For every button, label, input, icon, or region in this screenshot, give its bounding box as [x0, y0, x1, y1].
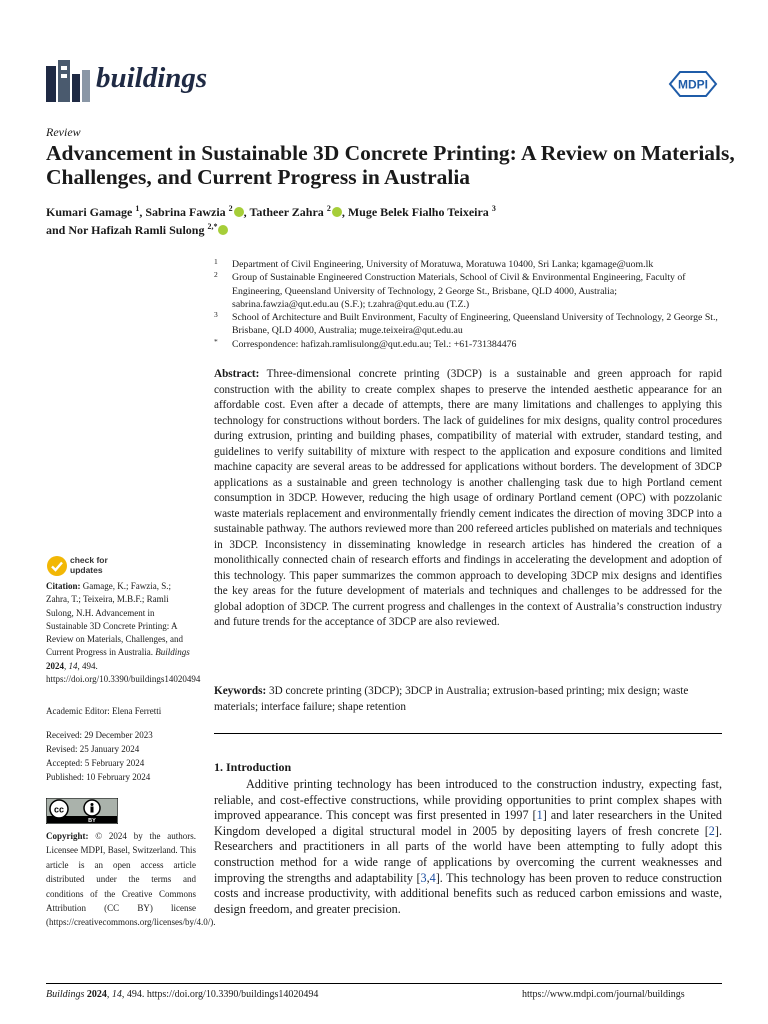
article-title: Advancement in Sustainable 3D Concrete Printing: A Review on Materials, Challenges, and Current Progress in Australia	[46, 141, 735, 189]
intro-text-segment: ]. This technology has been proven to reduce construction costs and increase productivity, with additional benefits such as reduced carbon emissions and waste, design freedom, and greater precision.	[214, 870, 722, 916]
intro-text-segment: ,	[426, 870, 430, 885]
footer-journal-url[interactable]: https://www.mdpi.com/journal/buildings	[522, 989, 685, 1000]
citation-year: 2024	[46, 660, 64, 671]
intro-paragraph	[214, 777, 722, 917]
copyright-notice	[46, 829, 216, 930]
author-name: Nor Hafizah Ramli Sulong	[68, 223, 208, 237]
author-separator: ,	[139, 205, 146, 219]
affiliation-mark: *	[214, 336, 218, 346]
affiliation-text: Group of Sustainable Engineered Construction Materials, School of Civil & Environmental Engineering, Faculty of Engineering, Queensland University of Technology, 2 George St., Brisbane, QLD 4000, Australia; sabrina.fawzia@qut.edu.au (S.F.); t.zahra@qut.edu.au (T.Z.)	[232, 272, 686, 310]
svg-text:BY: BY	[88, 818, 96, 824]
author-separator: ,	[341, 205, 348, 219]
author-affiliation-mark: 1	[135, 204, 140, 213]
copyright-text: © 2024 by the authors. Licensee MDPI, Basel, Switzerland. This article is an open access article distributed under the terms and conditions of the Creative Commons Attribution (CC BY) license (https://creativecommons.org/licenses/by/4.0/).	[46, 831, 216, 928]
affiliation-item	[214, 338, 724, 351]
keywords-text: 3D concrete printing (3DCP); 3DCP in Australia; extrusion-based printing; mix design; waste materials; interface failure; shape retention	[214, 685, 689, 713]
author-affiliation-mark: 2	[326, 204, 331, 213]
copyright-label: Copyright:	[46, 831, 89, 841]
citation: Citation: Gamage, K.; Fawzia, S.; Zahra, T.; Teixeira, M.B.F.; Ramli Sulong, N.H. Advancement in Sustainable 3D Concrete Printing: A Review on Materials, Challenges, and Current Progress in Australia. Buildings 2024, 14, 494. https://doi.org/10.3390/buildings14020494	[46, 581, 201, 685]
footer-year: 2024	[86, 989, 107, 1000]
intro-text-segment: Additive printing technology has been introduced to the construction industry, expecting fast, reliable, and cost-effective constructions, while providing opportunities to print complex shapes with improved appearance. This concept was first presented in 1997 [	[214, 777, 722, 823]
author-name: Muge Belek Fialho Teixeira	[347, 205, 492, 219]
orcid-icon[interactable]	[234, 207, 244, 217]
svg-text:cc: cc	[53, 804, 65, 815]
date-published: Published: 10 February 2024	[46, 772, 151, 782]
author-joiner: and	[46, 223, 69, 237]
affiliation-mark: 1	[214, 257, 218, 266]
check-updates-line: updates	[70, 564, 103, 575]
affiliation-mark: 2	[214, 270, 218, 280]
abstract-label: Abstract:	[214, 368, 260, 380]
affiliation-mark: 3	[214, 310, 218, 320]
affiliations	[214, 258, 724, 351]
author-name: Tatheer Zahra	[249, 205, 327, 219]
buildings-logo-icon	[46, 60, 90, 102]
citation-doi[interactable]: , 494. https://doi.org/10.3390/buildings14020494	[46, 660, 201, 685]
svg-text:MDPI: MDPI	[678, 77, 708, 92]
section-heading: 1. Introduction	[214, 760, 292, 774]
affiliation-text: Correspondence: hafizah.ramlisulong@qut.edu.au; Tel.: +61-731384476	[232, 338, 517, 350]
mdpi-logo-icon[interactable]	[666, 68, 720, 100]
keywords-label: Keywords:	[214, 685, 267, 697]
citation-journal: Buildings	[155, 647, 190, 658]
author-affiliation-mark: 3	[491, 204, 496, 213]
orcid-icon[interactable]	[332, 207, 342, 217]
author-affiliation-mark: 2	[228, 204, 233, 213]
citation-text: Gamage, K.; Fawzia, S.; Zahra, T.; Teixeira, M.B.F.; Ramli Sulong, N.H. Advancement in Sustainable 3D Concrete Printing: A Review on Materials, Challenges, and Current Progress in Australia.	[46, 581, 183, 658]
author-separator: ,	[243, 205, 250, 219]
abstract-text: Three-dimensional concrete printing (3DCP) is a sustainable and green approach for rapid construction with the ability to create complex shapes to preserve the intended aesthetic appearance for an affordable cost. Even after a decade of attempts, there are many limitations and challenges to applying this technology for constructions without borders. The lack of guidelines for mix designs, quality control procedures during extrusion, printing and building phases, compatibility of material with extruder, standard testing, and guidelines to verify suitability of mixture with respect to the application and exposure conditions and limited machine capacity are several areas to be addressed for applications without borders. The development of 3DCP applications as a sustainable and green technology is another challenging task due to high Portland cement consumption in 3DCP. However, reducing the high usage of ordinary Portland cement (OPC) with pozzolanic waste materials replacement and environmentally friendly cement indicates the direction of moving 3DCP into a sustainable pathway. The authors reviewed more than 200 refereed articles published on materials and techniques in 3DCP. Inconsistency in disseminating knowledge in research articles has hindered the creation of a monolithically connected chain of research efforts and findings in accelerating the development and adoption of this technology. This paper summarizes the common approach to developing 3DCP mix designs and identifies the key areas for the future development of materials and techniques and challenges to be addressed for the global adoption of 3DCP. The current progress and challenges in the context of Australia’s construction industry and future trends for the acceptance of 3DCP are also reviewed.	[214, 368, 722, 628]
affiliation-text: Department of Civil Engineering, University of Moratuwa, Moratuwa 10400, Sri Lanka; kgamage@uom.lk	[232, 259, 654, 270]
intro-text-segment: ]. Researchers and practitioners in all parts of the world have been attempting to fully adopt this construction method for a wide range of applications by overcoming the current weaknesses and improving the strengths and adaptability [	[214, 823, 722, 885]
reference-link[interactable]: 1	[536, 808, 543, 823]
keywords	[214, 684, 722, 715]
intro-text-segment: ] and later researchers in the United Kingdom developed a digital structural model in 2005 by depositing layers of fresh concrete [	[214, 808, 722, 838]
date-received: Received: 29 December 2023	[46, 730, 153, 740]
check-updates-icon	[46, 555, 68, 577]
publication-dates	[46, 728, 153, 784]
check-for-updates-button[interactable]	[46, 554, 126, 580]
journal-name: buildings	[96, 62, 208, 94]
footer-journal: Buildings	[46, 989, 85, 1000]
citation-volume: 14	[68, 660, 78, 671]
affiliation-item	[214, 271, 724, 311]
author-name: Kumari Gamage	[46, 205, 136, 219]
reference-link[interactable]: 4	[429, 870, 436, 885]
affiliation-item	[214, 311, 724, 338]
footer-doi[interactable]: , 494. https://doi.org/10.3390/buildings14020494	[121, 989, 319, 1000]
orcid-icon[interactable]	[218, 225, 228, 235]
date-accepted: Accepted: 5 February 2024	[46, 758, 145, 768]
section-divider	[214, 733, 722, 734]
author-list	[46, 203, 736, 239]
date-revised: Revised: 25 January 2024	[46, 744, 140, 754]
check-updates-text	[70, 556, 108, 575]
author-affiliation-mark: 2,*	[207, 222, 218, 231]
citation-label: Citation:	[46, 581, 81, 591]
affiliation-item	[214, 258, 724, 271]
cc-by-license-icon[interactable]	[46, 798, 118, 824]
abstract	[214, 367, 722, 631]
reference-link[interactable]: 2	[708, 823, 715, 838]
check-updates-line: check for	[70, 555, 108, 565]
footer-divider	[46, 983, 722, 984]
footer-citation[interactable]: Buildings 2024, 14, 494. https://doi.org/10.3390/buildings14020494	[46, 989, 319, 1000]
reference-link[interactable]: 3	[420, 870, 427, 885]
academic-editor: Academic Editor: Elena Ferretti	[46, 706, 162, 716]
footer-volume: 14	[111, 989, 122, 1000]
author-name: Sabrina Fawzia	[145, 205, 229, 219]
article-type: Review	[46, 125, 81, 139]
affiliation-text: School of Architecture and Built Environment, Faculty of Engineering, Queensland University of Technology, 2 George St., Brisbane, QLD 4000, Australia; muge.teixeira@qut.edu.au	[232, 312, 718, 337]
